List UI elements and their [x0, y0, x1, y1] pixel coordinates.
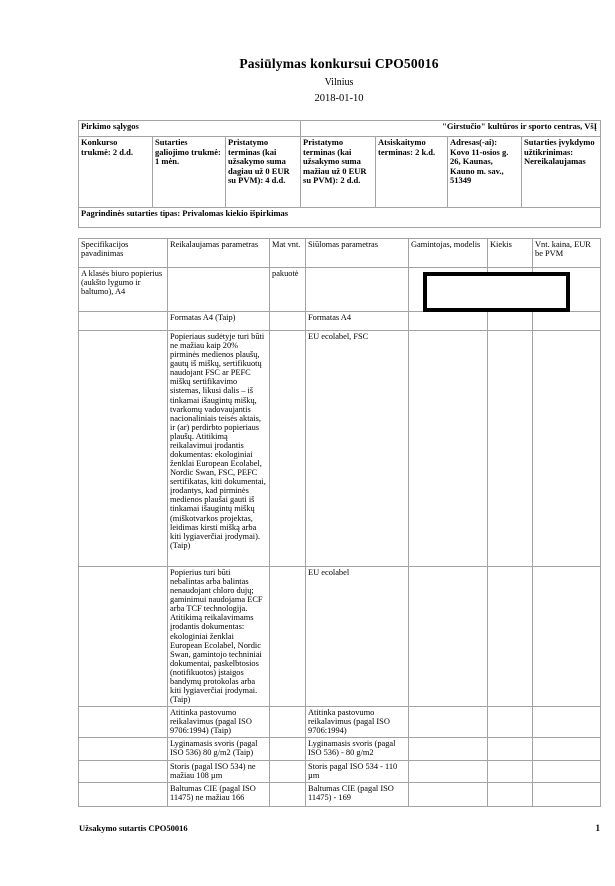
column-header: Specifikacijos pavadinimas	[79, 239, 168, 268]
table-cell	[533, 312, 601, 331]
table-cell	[533, 738, 601, 761]
table-row	[79, 567, 601, 707]
table-cell	[79, 738, 168, 761]
offered-param-cell: Storis pagal ISO 534 - 110 µm	[306, 761, 409, 783]
table-cell	[488, 567, 533, 707]
table-row	[79, 312, 601, 331]
table-cell	[79, 707, 168, 738]
table-cell	[533, 567, 601, 707]
table-cell	[270, 707, 306, 738]
table-cell	[79, 783, 168, 807]
table-cell	[79, 312, 168, 331]
condition-cell: Adresas(-ai): Kovo 11-osios g. 26, Kaunas, Kauno m. sav., 51349	[448, 137, 522, 208]
unit-cell: pakuotė	[270, 268, 306, 312]
table-row	[79, 331, 601, 567]
offered-param-cell: Atitinka pastovumo reikalavimus (pagal ISO 9706:1994)	[306, 707, 409, 738]
table-row	[79, 707, 601, 738]
table-cell	[488, 331, 533, 567]
contract-type: Pagrindinės sutarties tipas: Privalomas kiekio išpirkimas	[79, 208, 601, 228]
conditions-title: Pirkimo sąlygos	[79, 121, 301, 137]
column-header: Mat vnt.	[270, 239, 306, 268]
condition-cell: Pristatymo terminas (kai užsakymo suma dagiau už 0 EUR su PVM): 4 d.d.	[226, 137, 301, 208]
table-cell	[270, 761, 306, 783]
buyer-name: "Girstučio" kultūros ir sporto centras, VšĮ	[301, 121, 601, 137]
table-cell	[270, 567, 306, 707]
table-cell	[409, 738, 488, 761]
table-cell	[409, 761, 488, 783]
table-cell	[488, 783, 533, 807]
page-footer	[79, 823, 600, 833]
table-cell	[533, 331, 601, 567]
table-header-row	[79, 239, 601, 268]
table-cell	[488, 738, 533, 761]
column-header: Kiekis	[488, 239, 533, 268]
document-date: 2018-01-10	[314, 93, 364, 104]
table-cell	[409, 331, 488, 567]
condition-cell: Atsiskaitymo terminas: 2 k.d.	[376, 137, 448, 208]
column-header: Vnt. kaina, EUR be PVM	[533, 239, 601, 268]
table-cell	[533, 707, 601, 738]
required-param-cell: Formatas A4 (Taip)	[168, 312, 270, 331]
spec-name-cell: A klasės biuro popierius (aukšto lygumo ir baltumo), A4	[79, 268, 168, 312]
required-param-cell: Baltumas CIE (pagal ISO 11475) ne mažiau 166	[168, 783, 270, 807]
conditions-table	[78, 120, 601, 228]
condition-cell: Sutarties įvykdymo užtikrinimas: Nereikalaujamas	[522, 137, 601, 208]
required-param-cell: Storis (pagal ISO 534) ne mažiau 108 µm	[168, 761, 270, 783]
offered-param-cell: EU ecolabel, FSC	[306, 331, 409, 567]
condition-cell: Sutarties galiojimo trukmė: 1 mėn.	[153, 137, 226, 208]
table-cell	[270, 331, 306, 567]
offered-param-cell: Baltumas CIE (pagal ISO 11475) - 169	[306, 783, 409, 807]
column-header: Gamintojas, modelis	[409, 239, 488, 268]
page-title: Pasiūlymas konkursui CPO50016	[239, 56, 439, 71]
specification-table	[78, 238, 601, 807]
table-cell	[409, 707, 488, 738]
offered-param-cell: Formatas A4	[306, 312, 409, 331]
table-cell	[79, 567, 168, 707]
table-cell	[409, 312, 488, 331]
table-cell	[409, 783, 488, 807]
table-cell	[533, 783, 601, 807]
table-cell	[79, 331, 168, 567]
table-cell	[488, 761, 533, 783]
table-cell	[488, 312, 533, 331]
required-param-cell: Atitinka pastovumo reikalavimus (pagal ISO 9706:1994) (Taip)	[168, 707, 270, 738]
column-header: Reikalaujamas parametras	[168, 239, 270, 268]
required-param-cell: Popierius turi būti nebalintas arba balintas nenaudojant chloro dujų; gaminimui naudojama ECF arba TCF technologija. Atitikimą reikalavimams įrodantis dokumentas: ekologiniai ženklai European Ecolabel, Nordic Swan, gamintojo techniniai dokumentai, paskelbtosios (notifikuotos) įstaigos bandymų protokolas arba kiti lygiaverčiai įrodymai. (Taip)	[168, 567, 270, 707]
column-header: Siūlomas parametras	[306, 239, 409, 268]
table-row	[79, 783, 601, 807]
page-number: 1	[595, 823, 600, 833]
table-row	[79, 738, 601, 761]
offered-param-cell: Lyginamasis svoris (pagal ISO 536) - 80 g/m2	[306, 738, 409, 761]
table-cell	[270, 312, 306, 331]
table-cell	[168, 268, 270, 312]
redaction-box	[423, 272, 570, 312]
table-cell	[79, 761, 168, 783]
table-cell	[488, 707, 533, 738]
table-row	[79, 761, 601, 783]
document-city: Vilnius	[324, 77, 354, 88]
table-cell	[533, 761, 601, 783]
condition-cell: Pristatymo terminas (kai užsakymo suma mažiau už 0 EUR su PVM): 2 d.d.	[301, 137, 376, 208]
table-cell	[270, 783, 306, 807]
required-param-cell: Lyginamasis svoris (pagal ISO 536) 80 g/m2 (Taip)	[168, 738, 270, 761]
offered-param-cell: EU ecolabel	[306, 567, 409, 707]
table-cell	[270, 738, 306, 761]
table-cell	[409, 567, 488, 707]
table-cell	[306, 268, 409, 312]
required-param-cell: Popieriaus sudėtyje turi būti ne mažiau kaip 20% pirminės medienos plaušų, gautų iš miškų, sertifikuotų naudojant FSC ar PEFC miškų sertifikavimo sistemas, likusi dalis – iš tinkamai išaugintų miškų, tvarkomų vadovaujantis nacionaliniais teisės aktais, ir (ar) perdirbto popieriaus plaušų. Atitikimą reikalavimui įrodantis dokumentas: ekologiniai ženklai European Ecolabel, Nordic Swan, FSC, PEFC sertifikatas, kiti dokumentai, įrodantys, kad pirminės medienos plaušai gauti iš tinkamai išaugintų miškų (miškotvarkos projektas, leidimas kirsti mišką arba kiti lygiaverčiai įrodymai). (Taip)	[168, 331, 270, 567]
condition-cell: Konkurso trukmė: 2 d.d.	[79, 137, 153, 208]
footer-contract-label: Užsakymo sutartis CPO50016	[79, 823, 188, 833]
